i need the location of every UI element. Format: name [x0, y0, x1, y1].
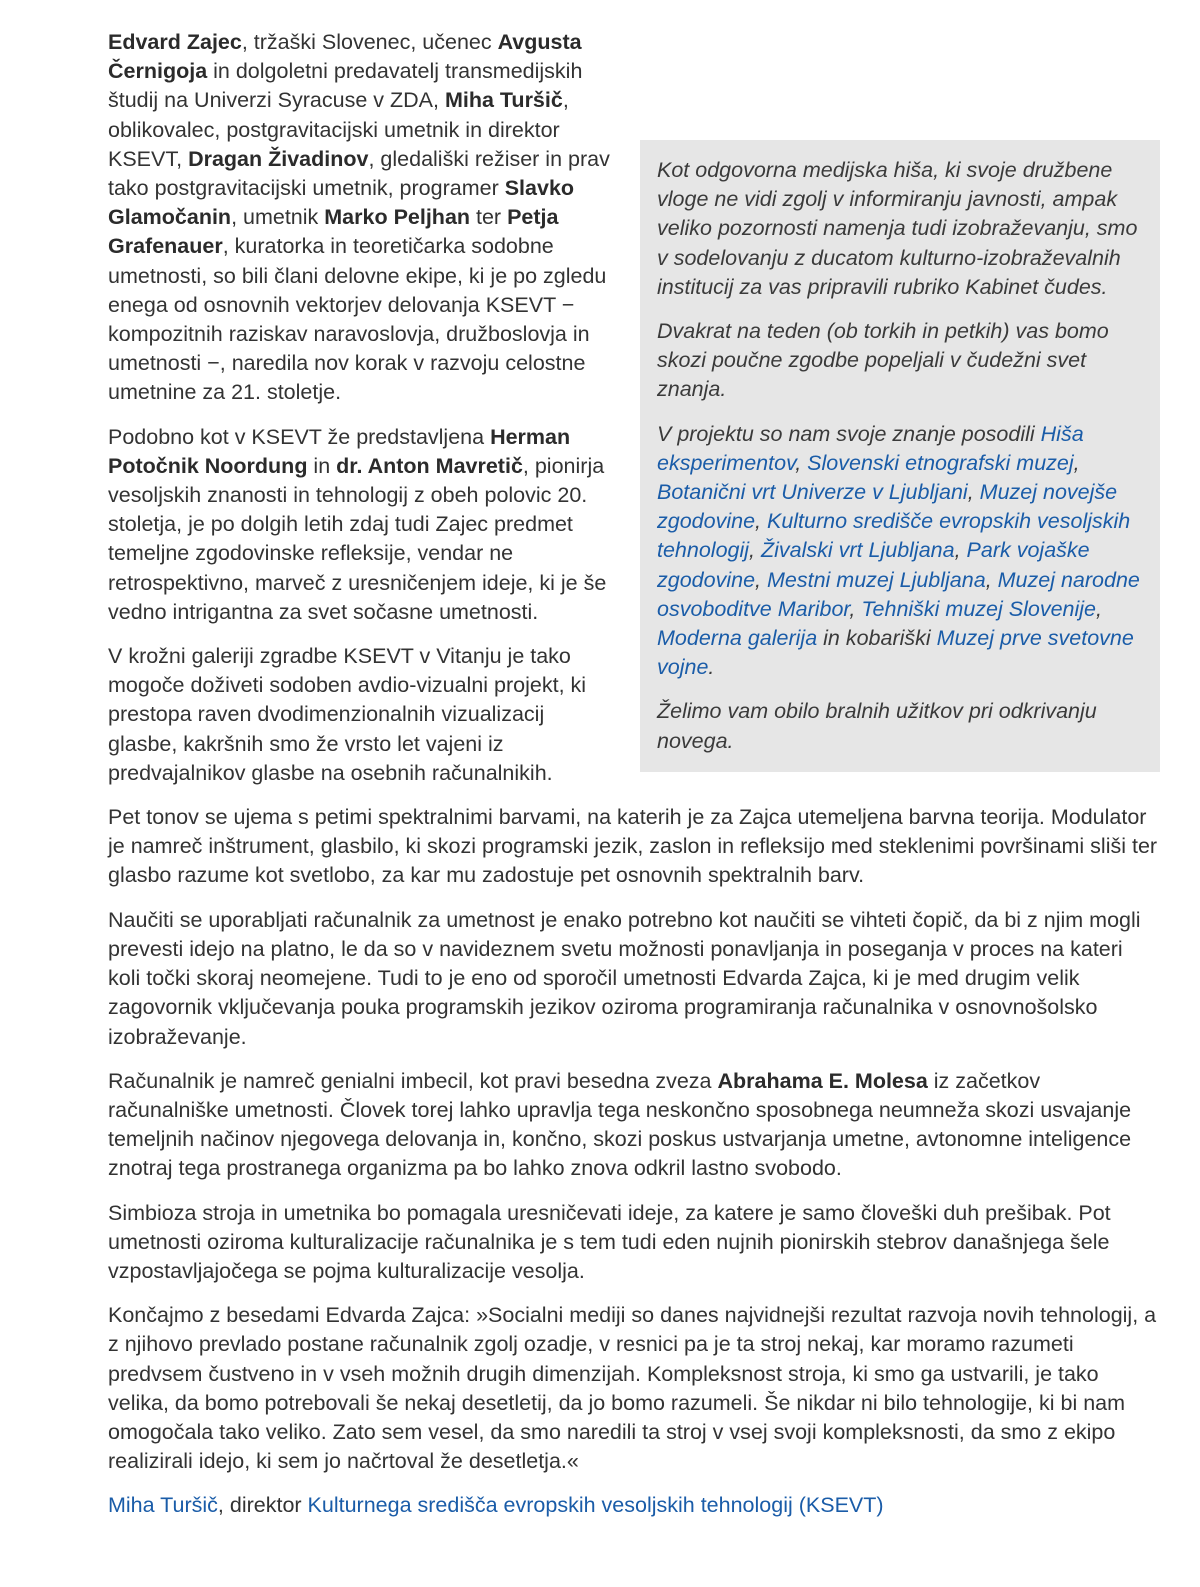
person-name: Edvard Zajec: [108, 30, 242, 54]
article-paragraph-6: [108, 1067, 1160, 1184]
article-paragraph-5: Naučiti se uporabljati računalnik za umetnost je enako potrebno kot naučiti se vihteti čopič, da bi z njim mogli prevesti idejo na platno, le da so v navideznem svetu možnosti ponavljanja in poseganja v proces na kateri koli točki skoraj neomejene. Tudi to je eno od sporočil umetnosti Edvarda Zajca, ki je med drugim velik zagovornik vključevanja pouka programskih jezikov oziroma programiranja računalnika v osnovnošolsko izobraževanje.: [108, 907, 1141, 1049]
partners-paragraph: [657, 420, 1142, 683]
text-run: Podobno kot v KSEVT že predstavljena: [108, 424, 491, 449]
partner-link-hisa-eksperimentov[interactable]: Hiša eksperimentov: [657, 421, 1084, 475]
text-run: , gledališki režiser in prav tako postgravitacijski umetnik, programer: [108, 146, 610, 201]
separator: ,: [1096, 596, 1102, 621]
organization-link[interactable]: Kulturnega središča evropskih vesoljskih tehnologij (KSEVT): [307, 1493, 884, 1518]
period: .: [708, 655, 715, 680]
text-run: Računalnik je namreč genialni imbecil, kot pravi besedna zveza: [108, 1068, 718, 1093]
text-run: ter: [470, 205, 508, 230]
person-name: Petja Grafenauer: [108, 205, 559, 259]
partner-link-tehniski-muzej[interactable]: Tehniški muzej Slovenije: [861, 596, 1097, 621]
partner-link-zivalski-vrt[interactable]: Živalski vrt Ljubljana: [761, 538, 955, 563]
text-run: , direktor: [217, 1493, 308, 1518]
separator: ,: [1073, 450, 1080, 475]
separator: ,: [967, 480, 980, 505]
person-name: Herman Potočnik Noordung: [108, 424, 571, 478]
info-box-paragraph: Kot odgovorna medijska hiša, ki svoje družbene vloge ne vidi zgolj v informiranju javnosti, ampak veliko pozornosti namenja tudi izobraževanju, smo v sodelovanju z ducatom kulturno-izobraževalnih institucij za vas pripravili rubriko Kabinet čudes.: [657, 158, 1138, 299]
separator: ,: [749, 538, 761, 563]
and-text: in kobariški: [817, 626, 937, 651]
person-name: Marko Peljhan: [324, 205, 471, 230]
text-run: iz začetkov računalniške umetnosti. Človek torej lahko upravlja tega neskončno sposobnega neumneža skozi usvajanje temeljnih načinov njegovega delovanja in, končno, skozi poskus ustvarjanja umetne, avtonomne inteligence znotraj tega prostranega organizma pa bo lahko znova odkril lastno svobodo.: [108, 1068, 1132, 1181]
separator: ,: [954, 538, 967, 563]
separator: ,: [795, 450, 808, 475]
kabinet-cudes-info-box: [640, 140, 1160, 772]
partner-link-muzej-prve-svetovne-vojne[interactable]: Muzej prve svetovne vojne: [657, 626, 1134, 680]
partner-link-ksevt[interactable]: Kulturno središče evropskih vesoljskih tehnologij: [657, 509, 1131, 563]
article-paragraph-8: Končajmo z besedami Edvarda Zajca: »Socialni mediji so danes najvidnejši rezultat razvoja novih tehnologij, a z njihovo prevlado postane računalnik zgolj ozadje, v resnici pa je ta stroj nekaj, kar moramo razumeti predvsem čustveno in v vseh možnih drugih dimenzijah. Kompleksnost stroja, ki smo ga ustvarili, je tako velika, da bomo potrebovali še nekaj desetletij, da jo bomo razumeli. Še nikdar ni bilo tehnologije, ki bi nam omogočala tako veliko. Zato sem vesel, da smo naredili ta stroj v vsej svoji kompleksnosti, da smo z ekipo realizirali idejo, ki sem jo načrtoval že desetletja.«: [108, 1303, 1157, 1474]
partner-link-muzej-narodne-osvoboditve[interactable]: Muzej narodne osvoboditve Maribor: [657, 567, 1140, 621]
person-name: Slavko Glamočanin: [108, 176, 575, 230]
partner-link-park-vojaske-zgodovine[interactable]: Park vojaške zgodovine: [657, 538, 1090, 592]
separator: ,: [755, 567, 767, 592]
text-run: in: [307, 453, 337, 478]
partner-link-muzej-novejse-zgodovine[interactable]: Muzej novejše zgodovine: [657, 480, 1118, 534]
partner-link-botanicni-vrt[interactable]: Botanični vrt Univerze v Ljubljani: [657, 480, 968, 505]
person-name: Dragan Živadinov: [188, 146, 369, 171]
text-run: , kuratorka in teoretičarka sodobne umetnosti, so bili člani delovne ekipe, ki je po zgledu enega od osnovnih vektorjev delovanja KSEVT − kompozitnih raziskav naravoslovja, družboslovja in umetnosti −, naredila nov korak v razvoju celostne umetnine za 21. stoletje.: [108, 234, 607, 405]
person-name: Abrahama E. Molesa: [717, 1068, 928, 1093]
partner-link-mestni-muzej[interactable]: Mestni muzej Ljubljana: [766, 567, 986, 592]
partner-link-moderna-galerija[interactable]: Moderna galerija: [657, 626, 818, 651]
partner-link-etnografski-muzej[interactable]: Slovenski etnografski muzej: [807, 450, 1074, 475]
separator: ,: [849, 596, 862, 621]
separator: ,: [755, 509, 767, 534]
separator: ,: [985, 567, 998, 592]
person-name: Miha Turšič: [444, 88, 563, 113]
article-body: [108, 28, 1160, 1536]
article-paragraph-4: Pet tonov se ujema s petimi spektralnimi barvami, na katerih je za Zajca utemeljena barvna teorija. Modulator je namreč inštrument, glasbilo, ki skozi programski jezik, zaslon in refleksijo med steklenimi površinami sliši ter glasbo razume kot svetlobo, za kar mu zadostuje pet osnovnih spektralnih barv.: [108, 805, 1158, 888]
info-box-paragraph: Dvakrat na teden (ob torkih in petkih) vas bomo skozi poučne zgodbe popeljali v čudežni svet znanja.: [657, 319, 1109, 402]
article-paragraph-3: V krožni galeriji zgradbe KSEVT v Vitanju je tako mogoče doživeti sodoben avdio-vizualni projekt, ki prestopa raven dvodimenzionalnih vizualizacij glasbe, kakršnih smo že vrsto let vajeni iz predvajalnikov glasbe na osebnih računalnikih.: [108, 644, 587, 785]
article-paragraph-7: Simbioza stroja in umetnika bo pomagala uresničevati ideje, za katere je samo človeški duh prešibak. Pot umetnosti oziroma kulturalizacije računalnika je s tem tudi eden nujnih pionirskih stebrov današnjega šele vzpostavljajočega se pojma kulturalizacije vesolja.: [108, 1200, 1111, 1283]
text-run: , oblikovalec, postgravitacijski umetnik in direktor KSEVT,: [108, 88, 569, 171]
person-name: dr. Anton Mavretič: [336, 453, 523, 478]
info-box-closing: Želimo vam obilo bralnih užitkov pri odkrivanju novega.: [657, 699, 1097, 753]
text-run: in dolgoletni predavatelj transmedijskih študij na Univerzi Syracuse v ZDA,: [108, 59, 583, 113]
text-run: , pionirja vesoljskih znanosti in tehnologij z obeh polovic 20. stoletja, je po dolgih letih zdaj tudi Zajec predmet temeljne zgodovinske refleksije, vendar ne retrospektivno, marveč z uresničenjem ideje, ki je še vedno intrigantna za svet sočasne umetnosti.: [108, 453, 607, 624]
text-run: , umetnik: [231, 205, 325, 230]
author-link[interactable]: Miha Turšič: [108, 1493, 218, 1518]
person-name: Avgusta Černigoja: [108, 30, 582, 84]
partners-intro: V projektu so nam svoje znanje posodili: [657, 421, 1041, 446]
text-run: , tržaški Slovenec, učenec: [241, 30, 498, 54]
author-signature: [108, 1491, 1160, 1520]
